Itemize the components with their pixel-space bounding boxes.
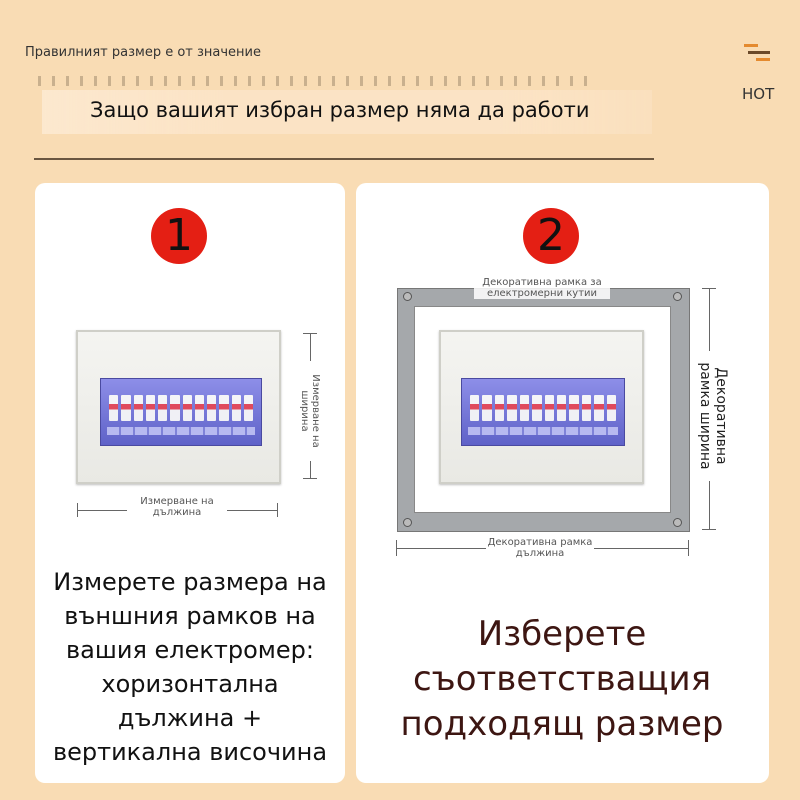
step-1-length-label: Измерване на дължина: [127, 496, 227, 518]
din-rail: [468, 427, 618, 435]
hot-label: HOT: [742, 85, 775, 103]
page-title: Защо вашият избран размер няма да работи: [90, 98, 590, 122]
title-scribble: [38, 76, 598, 86]
step-2-badge: 2: [523, 208, 579, 264]
step-2-frame-label: Декоративна рамка за електромерни кутии: [474, 277, 610, 299]
dimension-cap: [688, 540, 689, 556]
step-2-length-label: Декоративна рамка дължина: [487, 537, 593, 559]
screw-icon: [403, 292, 412, 301]
step-2-meter-cabinet: [439, 330, 644, 484]
meter-window: [100, 378, 262, 446]
title-divider: [34, 158, 654, 160]
dimension-cap: [303, 478, 317, 479]
hot-icon: [744, 42, 770, 62]
screw-icon: [673, 292, 682, 301]
breaker-row: [109, 395, 253, 421]
step-1-badge: 1: [151, 208, 207, 264]
top-caption: Правилният размер е от значение: [25, 45, 261, 60]
breaker-row: [470, 395, 616, 421]
step-2-description: Изберете съответстващия подходящ размер: [400, 614, 724, 744]
din-rail: [107, 427, 255, 435]
step-2-width-label: Декоративна рамка ширина: [697, 351, 729, 481]
step-1-description: Измерете размера на външния рамков на вашия електромер: хоризонтална дължина + вертикална височина: [52, 568, 328, 766]
dimension-cap: [77, 503, 78, 517]
dimension-cap: [702, 529, 716, 530]
dimension-cap: [396, 540, 397, 556]
meter-window: [461, 378, 625, 446]
step-1-width-label: Измерване на ширина: [299, 361, 321, 461]
screw-icon: [673, 518, 682, 527]
screw-icon: [403, 518, 412, 527]
dimension-cap: [303, 333, 317, 334]
dimension-cap: [277, 503, 278, 517]
step-1-meter-cabinet: [76, 330, 281, 484]
dimension-cap: [702, 288, 716, 289]
